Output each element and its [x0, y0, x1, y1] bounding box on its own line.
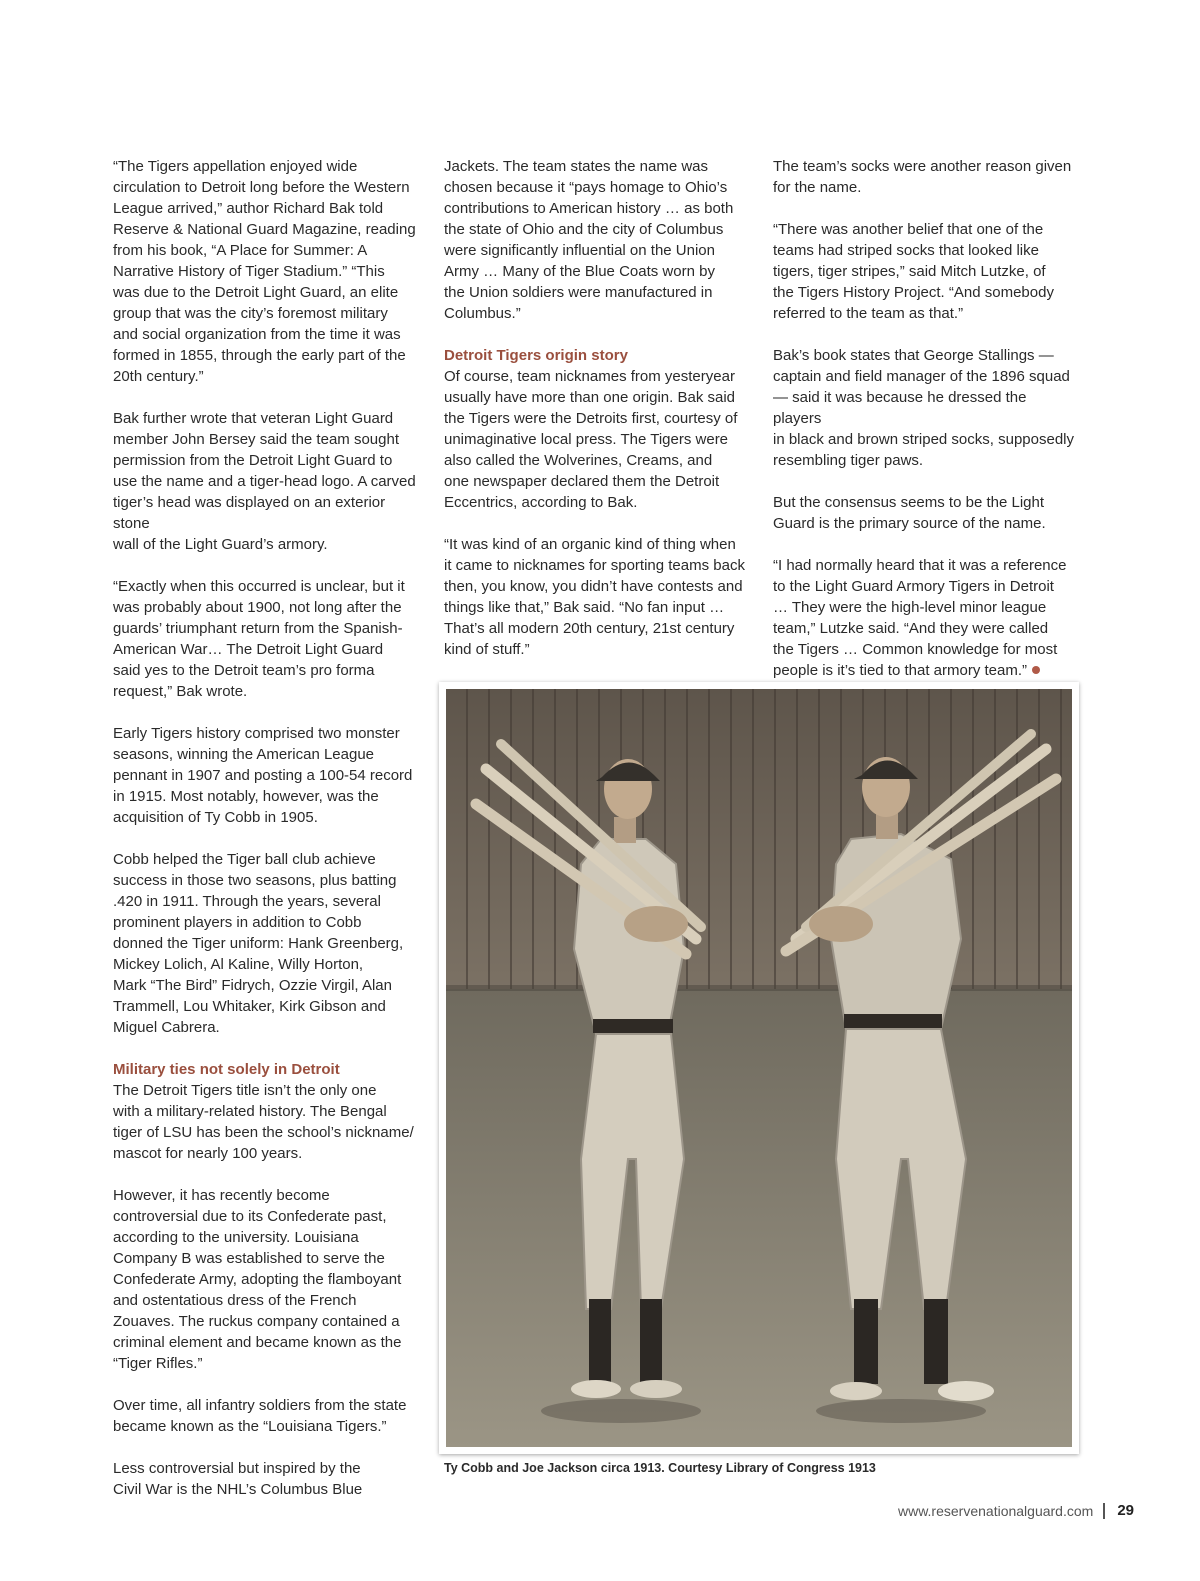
paragraph: The team’s socks were another reason given for the name.	[773, 158, 1072, 196]
baseball-players-photo	[446, 689, 1072, 1447]
paragraph-text: “I had normally heard that it was a reference to the Light Guard Armory Tigers in Detroit … They were the high-level minor league team,” Lutzke said. “And they were called the Tigers … Common knowledge for most people is it’s tied to that armory team.”	[773, 557, 1067, 679]
paragraph: “Exactly when this occurred is unclear, but it was probably about 1900, not long after the guards’ triumphant return from the Spanish- American War… The Detroit Light Guard said yes to the Detroit team’s pro forma request,” Bak wrote.	[113, 578, 405, 700]
paragraph: Jackets. The team states the name was chosen because it “pays homage to Ohio’s contributions to American history … as both the state of Ohio and the city of Columbus were significantly influential on the Union Army … Many of the Blue Coats worn by the Union soldiers were manufactured in Columbus.”	[444, 158, 734, 322]
paragraph: However, it has recently become controversial due to its Confederate past, according to the university. Louisiana Company B was established to serve the Confederate Army, adopting the flamboyant and ostentatious dress of the French Zouaves. The ruckus company contained a criminal element and became known as the “Tiger Rifles.”	[113, 1187, 402, 1372]
page-number: 29	[1117, 1502, 1134, 1519]
paragraph: But the consensus seems to be the Light Guard is the primary source of the name.	[773, 494, 1046, 532]
paragraph: Bak further wrote that veteran Light Guard member John Bersey said the team sought permission from the Detroit Light Guard to use the name and a tiger-head logo. A carved tiger’s head was displayed on an exterior stone wall of the Light Guard’s armory.	[113, 410, 416, 553]
paragraph: Less controversial but inspired by the Civil War is the NHL’s Columbus Blue	[113, 1460, 363, 1498]
paragraph: Early Tigers history comprised two monster seasons, winning the American League pennant in 1907 and posting a 100-54 record in 1915. Most notably, however, was the acquisition of Ty Cobb in 1905.	[113, 725, 413, 826]
paragraph: Bak’s book states that George Stallings — captain and field manager of the 1896 squad — said it was because he dressed the players in black and brown striped socks, supposedly resembling tiger paws.	[773, 347, 1074, 469]
paragraph: Over time, all infantry soldiers from the state became known as the “Louisiana Tigers.”	[113, 1397, 407, 1435]
article-column-1	[113, 156, 420, 1500]
paragraph: The Detroit Tigers title isn’t the only one with a military-related history. The Bengal tiger of LSU has been the school’s nickname/ mascot for nearly 100 years.	[113, 1082, 414, 1162]
section-heading: Detroit Tigers origin story	[444, 347, 628, 364]
paragraph: Cobb helped the Tiger ball club achieve success in those two seasons, plus batting .420 in 1911. Through the years, several prominent players in addition to Cobb donned the Tiger uniform: Hank Greenberg, Mickey Lolich, Al Kaline, Willy Horton, Mark “The Bird” Fidrych, Ozzie Virgil, Alan Trammell, Lou Whitaker, Kirk Gibson and Miguel Cabrera.	[113, 851, 404, 1036]
website-url[interactable]: www.reservenationalguard.com	[897, 1503, 1094, 1519]
article-column-2	[444, 156, 746, 660]
page-footer	[898, 1500, 1134, 1522]
paragraph-final	[773, 555, 1077, 681]
article-column-3	[773, 156, 1077, 681]
paragraph: “The Tigers appellation enjoyed wide circulation to Detroit long before the Western League arrived,” author Richard Bak told Reserve & National Guard Magazine, reading from his book, “A Place for Summer: A Narrative History of Tiger Stadium.” “This was due to the Detroit Light Guard, an elite group that was the city’s foremost military and social organization from the time it was formed in 1855, through the early part of the 20th century.”	[113, 158, 416, 385]
photo-frame	[439, 682, 1079, 1454]
paragraph: “There was another belief that one of the teams had striped socks that looked like tigers, tiger stripes,” said Mitch Lutzke, of the Tigers History Project. “And somebody referred to the team as that.”	[773, 221, 1054, 322]
photo-caption: Ty Cobb and Joe Jackson circa 1913. Courtesy Library of Congress 1913	[444, 1461, 876, 1475]
footer-divider	[1103, 1503, 1105, 1519]
paragraph: Of course, team nicknames from yesteryear usually have more than one origin. Bak said the Tigers were the Detroits first, courtesy of unimaginative local press. The Tigers were also called the Wolverines, Creams, and one newspaper declared them the Detroit Eccentrics, according to Bak.	[444, 368, 738, 511]
end-mark-icon	[1032, 666, 1040, 674]
section-heading: Military ties not solely in Detroit	[113, 1061, 340, 1078]
paragraph: “It was kind of an organic kind of thing when it came to nicknames for sporting teams back then, you know, you didn’t have contests and things like that,” Bak said. “No fan input … That’s all modern 20th century, 21st century kind of stuff.”	[444, 536, 745, 658]
